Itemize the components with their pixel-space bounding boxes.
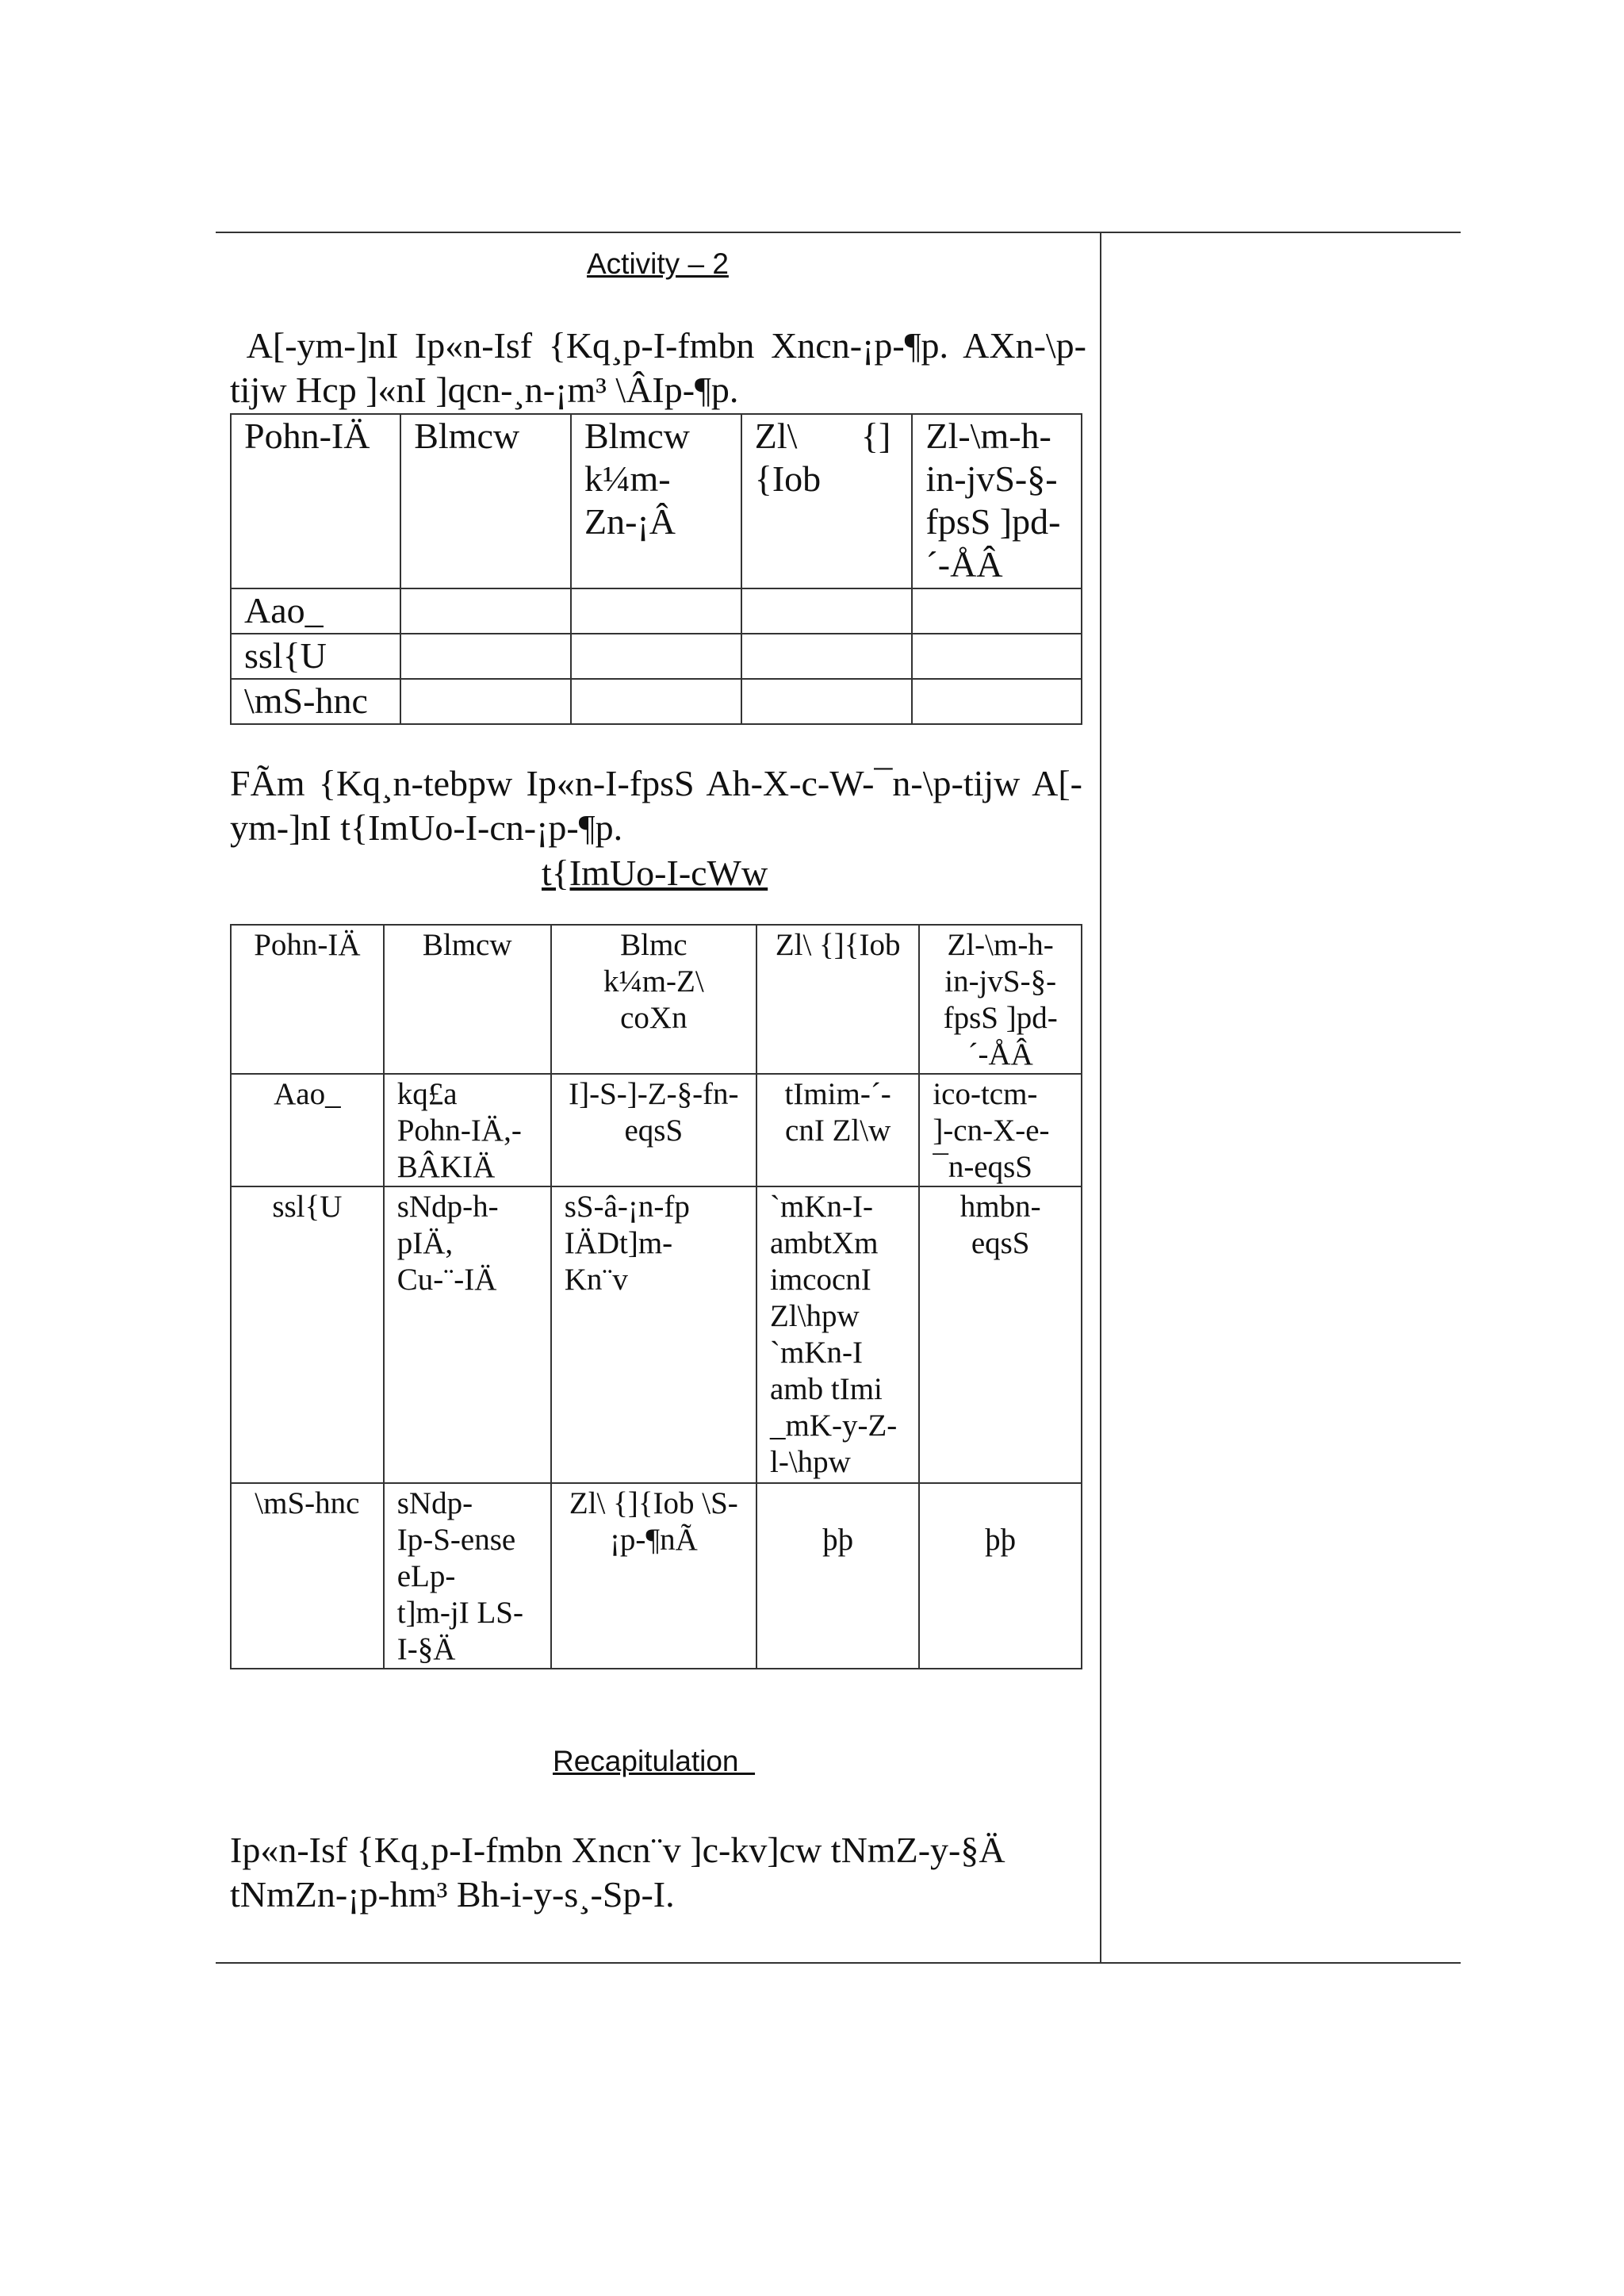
table-row (231, 634, 1082, 679)
table-cell: ssl{U (231, 1186, 384, 1483)
table-header-row (231, 414, 1082, 588)
table-cell: Aao_ (231, 588, 400, 634)
header-cell: Zl-\m-h- in-jvS-§- fpsS ]pd- ´-ÅÂ (912, 414, 1082, 588)
header-cell: Blmcw (400, 414, 571, 588)
table-cell (400, 634, 571, 679)
bottom-rule (216, 1962, 1461, 1964)
table-cell: Aao_ (231, 1074, 384, 1186)
table-cell: \mS-hnc (231, 679, 400, 724)
instruction-paragraph: FÃm {Kq¸n-tebpw Ip«n-I-fpsS Ah-X-c-W-¯n-\p-tijw A[-ym-]nI t{ImUo-I-cn-¡p-¶p. (230, 763, 1082, 848)
table-cell (571, 679, 741, 724)
table-cell: `mKn-I- ambtXm imcocnI Zl\hpw `mKn-I amb tImi _mK-y-Z- l-\hpw (756, 1186, 919, 1483)
table-cell (741, 679, 913, 724)
intro-paragraph: A[-ym-]nI Ip«n-Isf {Kq¸p-I-fmbn Xncn-¡p-¶p. AXn-\p-tijw Hcp ]«nI ]qcn-¸n-¡m³ \ÂIp-¶p. (230, 325, 1087, 410)
table-row (231, 1186, 1082, 1483)
table-cell (912, 588, 1082, 634)
recap-line: Ip«n-Isf {Kq¸p-I-fmbn Xncn¨v ]c-kv]cw tNmZ-y-§Ä (230, 1830, 1005, 1870)
table-cell: þþ (756, 1483, 919, 1669)
table-cell: I]-S-]-Z-§-fn- eqsS (551, 1074, 756, 1186)
table-cell (400, 679, 571, 724)
table-cell (400, 588, 571, 634)
margin-divider (1100, 232, 1101, 1964)
table-cell: sNdp-h- pIÄ, Cu-¨-IÄ (384, 1186, 551, 1483)
table-row (231, 679, 1082, 724)
header-cell: Blmcw (384, 925, 551, 1074)
table-row (231, 588, 1082, 634)
table-row (231, 1483, 1082, 1669)
table-header-row (231, 925, 1082, 1074)
table-cell: sNdp- Ip-S-ense eLp- t]m-jI LS- I-§Ä (384, 1483, 551, 1669)
header-cell: Zl\ {] {Iob (741, 414, 913, 588)
table-cell: ssl{U (231, 634, 400, 679)
header-cell: Blmc k¼m-Z\ coXn (551, 925, 756, 1074)
activity-heading: Activity – 2 (587, 247, 729, 280)
table-cell (912, 634, 1082, 679)
table-cell: þþ (919, 1483, 1082, 1669)
table-cell: kq£a Pohn-IÄ,- BÂKIÄ (384, 1074, 551, 1186)
consolidation-table (230, 924, 1082, 1669)
header-cell: Blmcw k¼m- Zn-¡Â (571, 414, 741, 588)
table-cell: hmbn- eqsS (919, 1186, 1082, 1483)
header-cell: Pohn-IÄ (231, 925, 384, 1074)
table-cell: Zl\ {]{Iob \S- ¡p-¶nÃ (551, 1483, 756, 1669)
table-cell (912, 679, 1082, 724)
recap-line: tNmZn-¡p-hm³ Bh-i-y-s¸-Sp-I. (230, 1874, 675, 1915)
recap-paragraph (230, 1828, 1086, 1917)
table-cell (741, 588, 913, 634)
header-cell: Pohn-IÄ (231, 414, 400, 588)
table-title: t{ImUo-I-cWw (542, 853, 768, 893)
worksheet-table (230, 413, 1082, 725)
header-cell: Zl-\m-h- in-jvS-§- fpsS ]pd- ´-ÅÂ (919, 925, 1082, 1074)
table-cell: \mS-hnc (231, 1483, 384, 1669)
top-rule (216, 232, 1461, 233)
table-cell: ico-tcm- ]-cn-X-e- ¯n-eqsS (919, 1074, 1082, 1186)
table-cell (571, 634, 741, 679)
recapitulation-heading: Recapitulation (553, 1745, 756, 1777)
table-cell (571, 588, 741, 634)
table-cell: tImim-´- cnI Zl\w (756, 1074, 919, 1186)
table-row (231, 1074, 1082, 1186)
header-cell: Zl\ {]{Iob (756, 925, 919, 1074)
table-cell: sS-â-¡n-fp IÄDt]m- Kn¨v (551, 1186, 756, 1483)
table-cell (741, 634, 913, 679)
